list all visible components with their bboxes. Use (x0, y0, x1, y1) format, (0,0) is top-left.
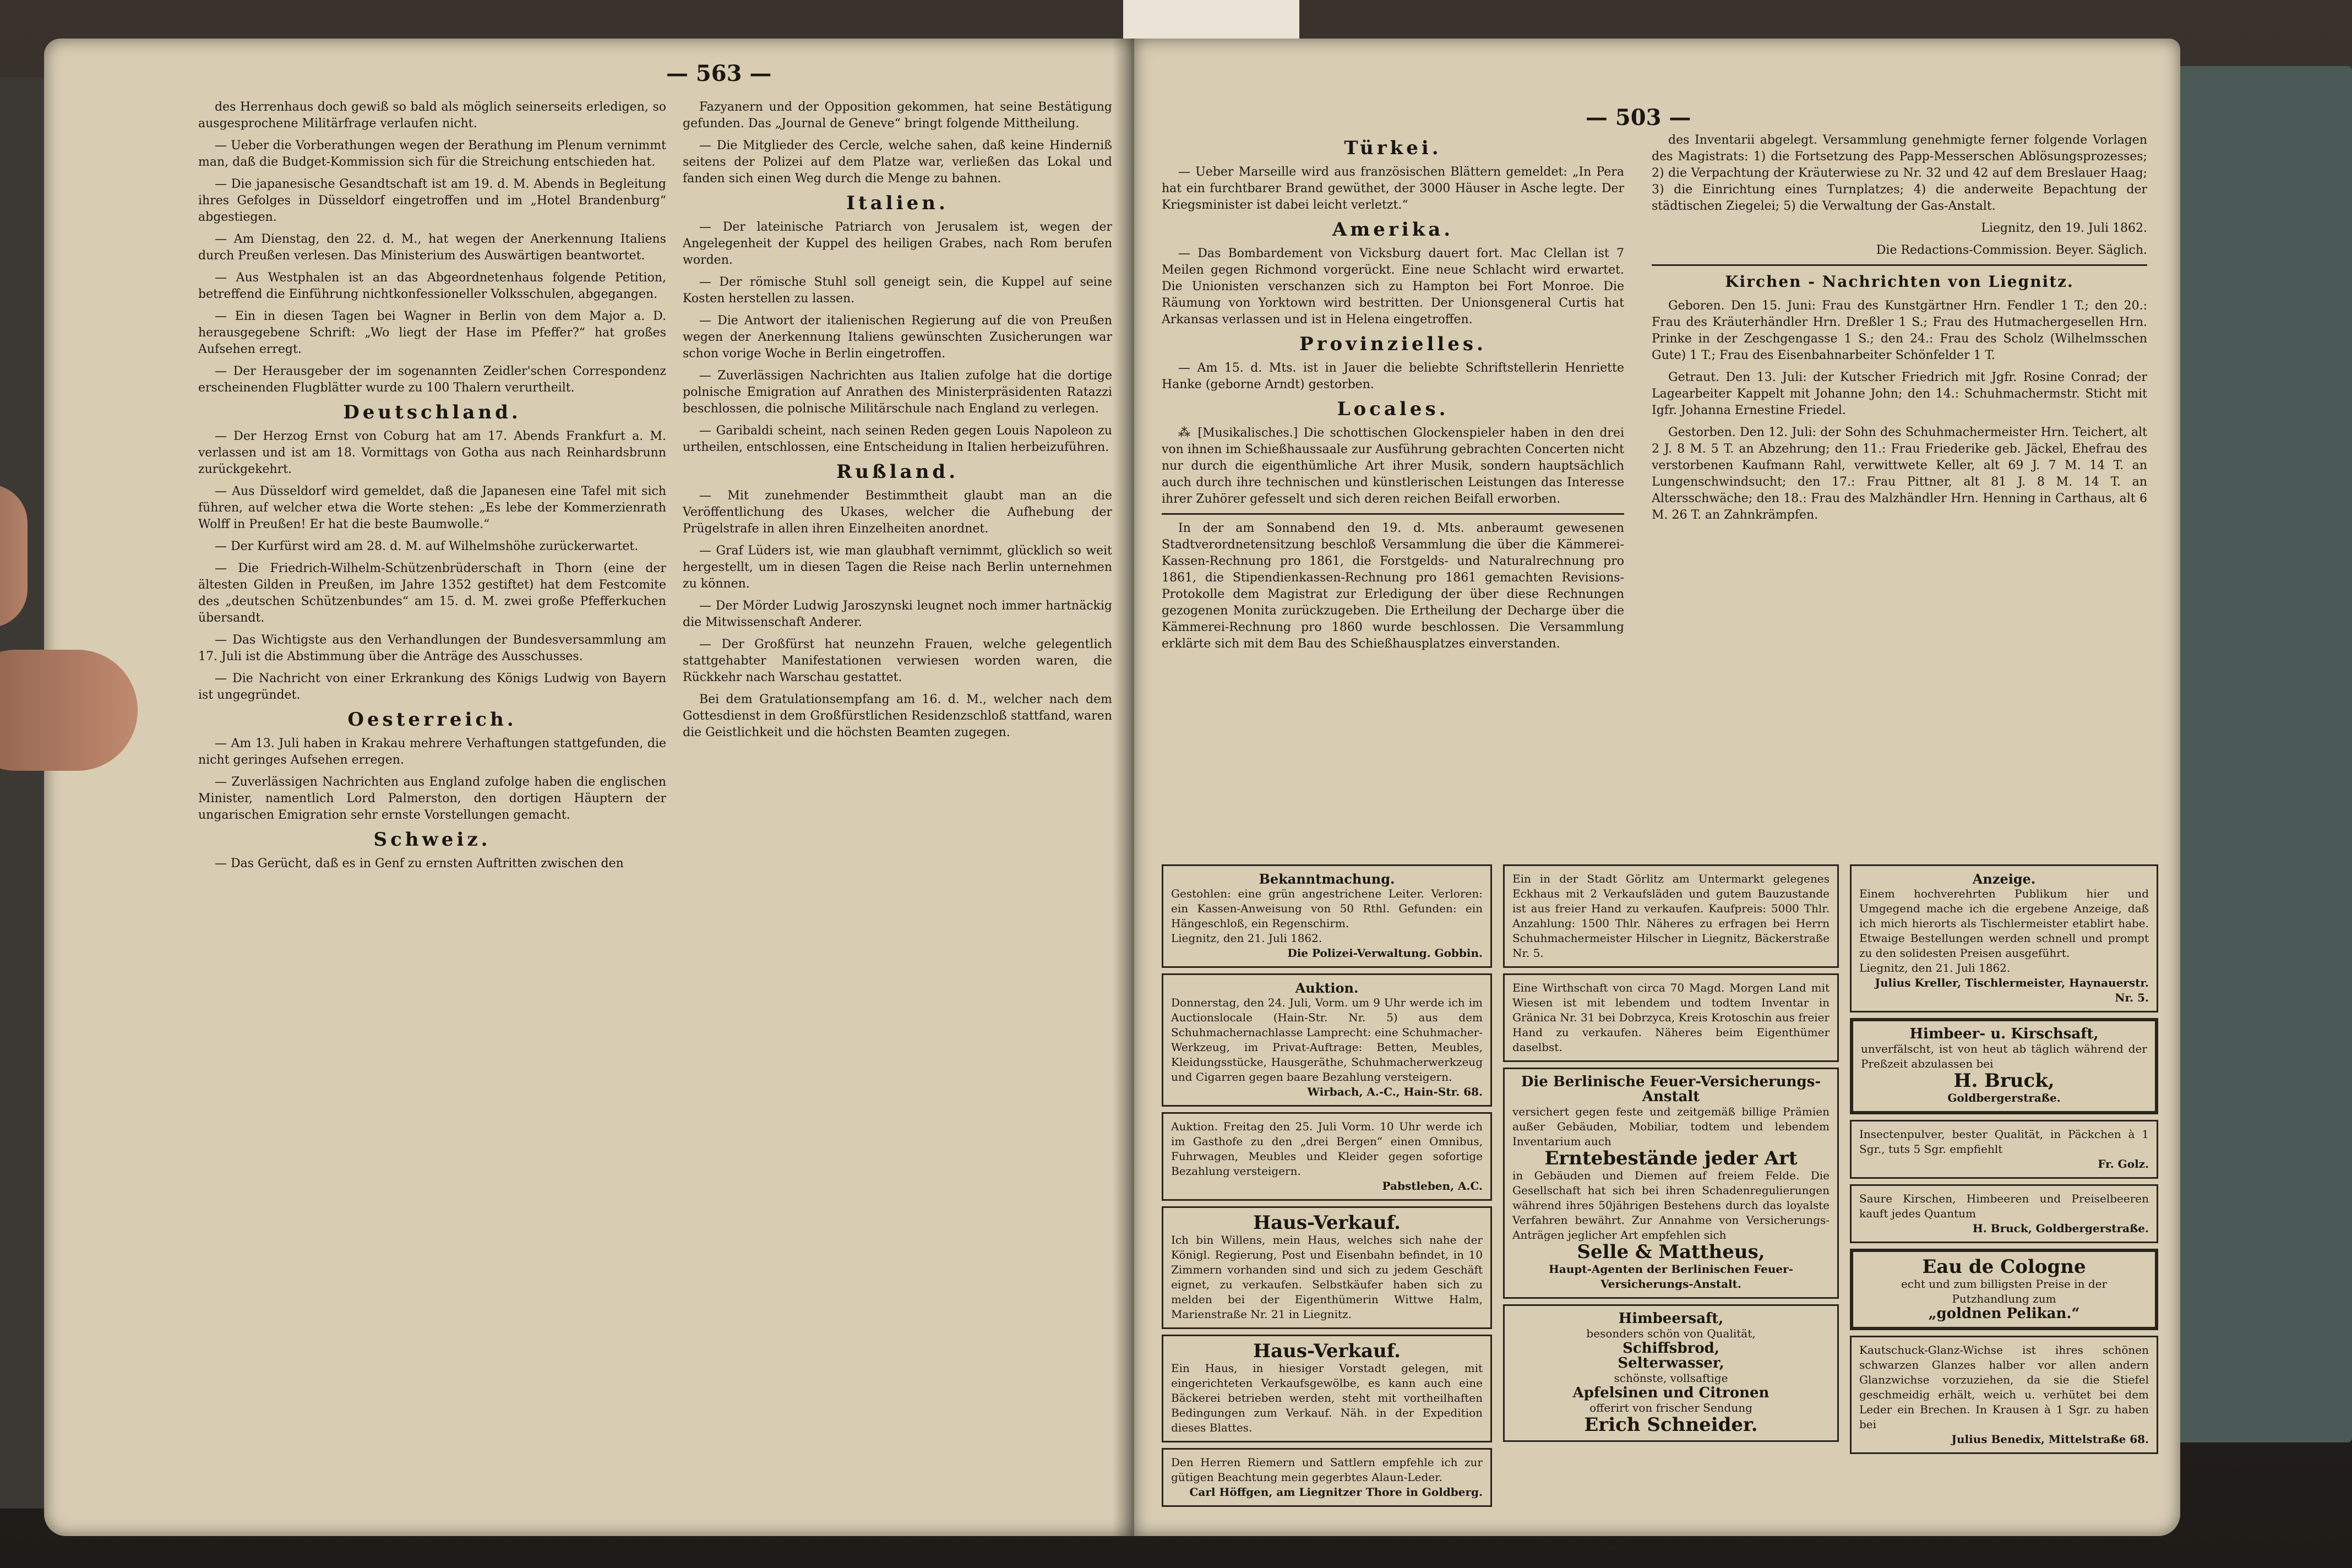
ad-signature: Julius Benedix, Mittelstraße 68. (1951, 1433, 2149, 1446)
ad-signature: Die Polizei-Verwaltung. Gobbin. (1287, 946, 1483, 960)
finger-thumb (0, 650, 138, 771)
ad-title: Haus-Verkauf. (1253, 1340, 1401, 1362)
article-paragraph: — Das Bombardement von Vicksburg dauert fort. Mac Clellan ist 7 Meilen gegen Richmond vorgerückt. Eine neue Schlacht wird erwartet. Die Unionisten verschanzen sich zu Hampton bei Fort Monroe. Die Räumung von Yorktown wird bestritten. Der Unionsgeneral Curtis hat Arkansas verlassen und ist in Helena eingetroffen. (1162, 247, 1624, 326)
ad-text: in Gebäuden und Diemen auf freiem Felde. Die Gesellschaft hat sich bei ihren Schadenregulierungen während ihres 50jährigen Bestehens durch das loyalste Verfahren bewährt. Zur Annahme von Versicherungs-Anträgen jeglicher Art empfehlen sich (1512, 1169, 1830, 1242)
ad-line: besonders schön von Qualität, (1586, 1327, 1756, 1340)
ad-title: Eau de Cologne (1922, 1256, 2086, 1278)
ad-text: Den Herren Riemern und Sattlern empfehle ich zur gütigen Beachtung mein gegerbtes Alaun-Leder. (1171, 1456, 1483, 1484)
ad-line: Selterwasser, (1618, 1355, 1724, 1371)
dateline: Liegnitz, den 19. Juli 1862. (1981, 221, 2147, 235)
section-heading: Italien. (846, 192, 949, 214)
article-paragraph: — Am 13. Juli haben in Krakau mehrere Verhaftungen stattgefunden, die nicht geringes Aufsehen erregen. (198, 737, 666, 767)
ad-highlight: Erntebestände jeder Art (1544, 1147, 1798, 1169)
ad-subtitle: Goldbergerstraße. (1947, 1091, 2061, 1104)
article-paragraph: — Die japanesische Gesandtschaft ist am 19. d. M. Abends in Begleitung ihres Gefolges in Düsseldorf eingetroffen und im „Hotel Brandenburg“ abgestiegen. (198, 177, 666, 224)
article-paragraph: Fazyanern und der Opposition gekommen, hat seine Bestätigung gefunden. Das „Journal de Geneve“ bringt folgende Mittheilung. (683, 100, 1112, 130)
ad-title: Himbeer- u. Kirschsaft, (1909, 1026, 2099, 1042)
section-heading: Rußland. (836, 461, 959, 483)
ad-text: Saure Kirschen, Himbeeren und Preiselbeeren kauft jedes Quantum (1859, 1192, 2149, 1220)
book-cover-right (2169, 66, 2352, 1442)
left-column-2 (683, 99, 1112, 747)
article-paragraph: — Am 15. d. Mts. ist in Jauer die beliebte Schriftstellerin Henriette Hanke (geborne Arndt) gestorben. (1162, 361, 1624, 391)
ad-wirthschaft (1503, 973, 1839, 1062)
ad-title: Bekanntmachung. (1259, 871, 1395, 887)
article-paragraph: — Der lateinische Patriarch von Jerusalem ist, wegen der Angelegenheit der Kuppel des heiligen Grabes, nach Rom berufen worden. (683, 220, 1112, 267)
ad-line: Schiffsbrod, (1623, 1340, 1719, 1357)
ad-text: Einem hochverehrten Publikum hier und Umgegend mache ich die ergebene Anzeige, daß ich mich hierorts als Tischlermeister etablirt habe. Etwaige Bestellungen werden schnell und prompt zu den solidesten Preisen ausgeführt. (1859, 887, 2149, 960)
article-paragraph: Getraut. Den 13. Juli: der Kutscher Friedrich mit Jgfr. Rosine Conrad; der Lagearbeiter Kappelt mit Johanne John; den 14.: Schuhmachermstr. Sticht mit Igfr. Johanna Ernestine Friedel. (1652, 371, 2147, 417)
divider (1162, 513, 1624, 515)
article-paragraph: — Zuverlässigen Nachrichten aus Italien zufolge hat die dortige polnische Emigration auf Anrathen des Ministerpräsidenten Ratazzi beschlossen, die polnische Militärschule nach England zu verlegen. (683, 369, 1112, 416)
ad-signature: H. Bruck, (1953, 1070, 2055, 1092)
ad-text: versichert gegen feste und zeitgemäß billige Prämien außer Gebäuden, Mobiliar, todtem und lebendem Inventarium auch (1512, 1105, 1830, 1148)
ad-line: schönste, vollsaftige (1614, 1371, 1728, 1385)
ad-glanzwichse (1850, 1336, 2158, 1454)
section-heading: Locales. (1337, 398, 1449, 420)
article-paragraph: — Am Dienstag, den 22. d. M., hat wegen der Anerkennung Italiens durch Preußen verlesen. Das Ministerium des Auswärtigen beantwortet. (198, 232, 666, 263)
article-paragraph: — Der römische Stuhl soll geneigt sein, die Kuppel auf seine Kosten herstellen zu lassen. (683, 275, 1112, 306)
ad-goerlitz-haus (1503, 864, 1839, 968)
ad-auktion-2 (1162, 1112, 1492, 1201)
ad-signature: Selle & Mattheus, (1577, 1241, 1765, 1263)
section-heading: Deutschland. (343, 401, 521, 423)
article-paragraph: des Herrenhaus doch gewiß so bald als möglich seinerseits erledigen, so ausgesprochene Militärfrage verlaufen nicht. (198, 100, 666, 130)
ad-text: Ich bin Willens, mein Haus, welches sich nahe der Königl. Regierung, Post und Eisenbahn befindet, in 10 Zimmern vorhanden sind und sich zu jedem Geschäft eignet, zu verkaufen. Selbstkäufer haben sich zu melden bei der Eigenthümerin Wittwe Halm, Marienstraße Nr. 21 in Liegnitz. (1171, 1233, 1483, 1321)
ad-hausverkauf-2 (1162, 1335, 1492, 1442)
ad-signature: Wirbach, A.-C., Hain-Str. 68. (1307, 1085, 1483, 1098)
ad-text: Ein in der Stadt Görlitz am Untermarkt gelegenes Eckhaus mit 2 Verkaufsläden und gutem Bauzustande ist aus freier Hand zu verkaufen. Kaufpreis: 5000 Thlr. Anzahlung: 1500 Thlr. Näheres zu erfragen bei Herrn Schuhmachermeister Hilscher in Liegnitz, Bäckerstraße Nr. 5. (1512, 872, 1830, 960)
ad-kirschsaft (1850, 1018, 2158, 1114)
ad-text: Insectenpulver, bester Qualität, in Päckchen à 1 Sgr., tuts 5 Sgr. empfiehlt (1859, 1128, 2149, 1156)
ad-title: Himbeersaft, (1618, 1310, 1724, 1327)
ad-text: Auktion. Freitag den 25. Juli Vorm. 10 Uhr werde ich im Gasthofe zu den „drei Bergen“ einen Omnibus, Fuhrwagen, Meubles und Kleider gegen sofortige Bezahlung versteigern. (1171, 1120, 1483, 1178)
article-paragraph: — Der Herausgeber der im sogenannten Zeidler'schen Correspondenz erscheinenden Flugblätter wurde zu 100 Thalern verurtheilt. (198, 364, 666, 395)
section-heading: Kirchen - Nachrichten von Liegnitz. (1725, 273, 2074, 291)
ad-himbeersaft (1503, 1304, 1839, 1442)
ad-title: Die Berlinische Feuer-Versicherungs-Anstalt (1521, 1074, 1821, 1105)
ad-anzeige (1850, 864, 2158, 1012)
article-paragraph: Gestorben. Den 12. Juli: der Sohn des Schuhmachermeister Hrn. Teichert, alt 2 J. 8 M. 5 T. an Abzehrung; den 11.: Frau Friederike geb. Jäckel, Ehefrau des verstorbenen Kaufmann Rahl, verwittwete Keller, alt 69 J. 7 M. 14 T. an Lungenschwindsucht; den 17.: Frau Pittner, alt 81 J. 8 M. 14 T. an Altersschwäche; den 18.: Frau des Malzhändler Hrn. Henning in Carthaus, alt 6 M. 26 T. an Zahnkrämpfen. (1652, 426, 2147, 522)
right-page (1134, 39, 2180, 1536)
article-paragraph: — Die Mitglieder des Cercle, welche sahen, daß keine Hinderniß seitens der Polizei auf dem Platze war, verließen das Lokal und fanden sich einen Weg durch die Menge zu bahnen. (683, 139, 1112, 186)
left-column-1 (198, 99, 666, 878)
article-paragraph: Geboren. Den 15. Juni: Frau des Kunstgärtner Hrn. Fendler 1 T.; den 20.: Frau des Kräuterhändler Hrn. Dreßler 1 S.; Frau des Hutmachergesellen Hrn. Prinke in der Zeschgengasse 1 S.; den 24.: Frau des Scholz (Wilhelmsschen Gute) 1 T.; Frau des Eisenbahnarbeiter Schönfelder 1 T. (1652, 299, 2147, 362)
article-paragraph: — Das Gerücht, daß es in Genf zu ernsten Auftritten zwischen den (215, 857, 624, 870)
finger-index (0, 484, 28, 628)
ad-signature: H. Bruck, Goldbergerstraße. (1972, 1222, 2149, 1235)
section-heading: Türkei. (1344, 137, 1442, 159)
signature: Die Redactions-Commission. Beyer. Säglich. (1876, 243, 2147, 257)
page-number: — 563 — (666, 61, 772, 86)
article-paragraph: — Graf Lüders ist, wie man glaubhaft vernimmt, glücklich so weit hergestellt, um in diesen Tagen die Reise nach Berlin unternehmen zu können. (683, 544, 1112, 591)
ad-line: offerirt von frischer Sendung (1589, 1401, 1752, 1414)
ad-kirschen (1850, 1184, 2158, 1243)
ad-riemern (1162, 1448, 1492, 1507)
article-paragraph: — Die Antwort der italienischen Regierung auf die von Preußen wegen der Anerkennung Italiens gewünschten Zusicherungen war schon vorige Woche in Berlin eingetroffen. (683, 314, 1112, 361)
divider (1652, 264, 2147, 266)
ad-text: echt und zum billigsten Preise in der Putzhandlung zum (1901, 1277, 2108, 1305)
ad-title: Anzeige. (1972, 871, 2036, 887)
ad-hausverkauf (1162, 1206, 1492, 1329)
article-paragraph: — Aus Westphalen ist an das Abgeordnetenhaus folgende Petition, betreffend die Einführung nichtkonfessioneller Volksschulen, abgegangen. (198, 271, 666, 301)
section-heading: Provinzielles. (1299, 333, 1487, 355)
ad-text: Eine Wirthschaft von circa 70 Magd. Morgen Land mit Wiesen ist mit lebendem und todtem Inventar in Gränica Nr. 31 bei Dobrzyca, Kreis Krotoschin aus freier Hand zu verkaufen. Näheres beim Eigenthümer daselbst. (1512, 981, 1830, 1054)
article-paragraph: — Der Kurfürst wird am 28. d. M. auf Wilhelmshöhe zurückerwartet. (215, 540, 639, 553)
section-heading: Oesterreich. (347, 709, 517, 731)
ad-title: Haus-Verkauf. (1253, 1212, 1401, 1234)
ad-place: Liegnitz, den 21. Juli 1862. (1859, 961, 2011, 974)
ad-insektenpulver (1850, 1120, 2158, 1179)
ad-auktion (1162, 973, 1492, 1107)
left-page (44, 39, 1134, 1536)
article-paragraph: — Der Mörder Ludwig Jaroszynski leugnet noch immer hartnäckig die Mitwissenschaft Anderer. (683, 599, 1112, 629)
ad-text: unverfälscht, ist von heut ab täglich während der Preßzeit abzulassen bei (1861, 1042, 2147, 1070)
article-paragraph: — Ein in diesen Tagen bei Wagner in Berlin von dem Major a. D. herausgegebene Schrift: „Wo liegt der Hase im Pfeffer?“ hat großes Aufsehen erregt. (198, 309, 666, 356)
ad-title: Auktion. (1295, 980, 1359, 996)
ad-text: Gestohlen: eine grün angestrichene Leiter. Verloren: ein Kassen-Anweisung von 50 Rthl. Gefunden: ein Hängeschloß, ein Regenschirm. (1171, 887, 1483, 930)
ad-feuerversicherung (1503, 1068, 1839, 1299)
article-paragraph: ⁂ [Musikalisches.] Die schottischen Glockenspieler haben in den drei von ihnen im Schießhaussaale zur Ausführung gebrachten Concerten nicht nur durch die eigenthümliche Art ihrer Musik, sondern hauptsächlich auch durch ihre technischen und künstlerischen Leistungen das Interesse ihrer Zuhörer gefesselt und sich deren reichen Beifall erworben. (1162, 426, 1624, 506)
article-paragraph: — Das Wichtigste aus den Verhandlungen der Bundesversammlung am 17. Juli ist die Abstimmung über die Anträge des Ausschusses. (198, 633, 666, 663)
ad-signature: Julius Kreller, Tischlermeister, Haynauerstr. Nr. 5. (1875, 976, 2149, 1004)
ad-bekanntmachung (1162, 864, 1492, 968)
ad-place: Liegnitz, den 21. Juli 1862. (1171, 932, 1322, 945)
ad-signature: Fr. Golz. (2098, 1157, 2149, 1170)
ad-text: Ein Haus, in hiesiger Vorstadt gelegen, mit eingerichteten Verkaufsgewölbe, es kann auch eine Bäckerei betrieben werden, steht mit vortheilhaften Bedingungen zum Verkauf. Näh. in der Expedition dieses Blattes. (1171, 1362, 1483, 1434)
article-paragraph: — Aus Düsseldorf wird gemeldet, daß die Japanesen eine Tafel mit sich führen, auf welcher etwa die Worte stehen: „Es lebe der Kommerzienrath Wolff in Preußen! Er hat die beste Baumwolle.“ (198, 484, 666, 531)
article-paragraph: — Mit zunehmender Bestimmtheit glaubt man an die Veröffentlichung des Ukases, welcher die Aufhebung der Prügelstrafe in allen ihren Einzelheiten anordnet. (683, 489, 1112, 536)
ads-column-1 (1162, 864, 1492, 1512)
ads-column-3 (1850, 864, 2158, 1460)
article-paragraph: des Inventarii abgelegt. Versammlung genehmigte ferner folgende Vorlagen des Magistrats: 1) die Fortsetzung des Papp-Messerschen Ablösungsprozesses; 2) die Verpachtung der Kräuterwiese zu Nr. 32 und 42 auf dem Breslauer Haag; 3) die Einrichtung eines Turnplatzes; 4) die anderweite Bepachtung der städtischen Ziegelei; 5) die Verwaltung der Gas-Anstalt. (1652, 133, 2147, 213)
ad-signature: „goldnen Pelikan.“ (1928, 1305, 2080, 1322)
ad-line: Apfelsinen und Citronen (1572, 1385, 1770, 1401)
article-paragraph: — Ueber die Vorberathungen wegen der Berathung im Plenum vernimmt man, daß die Budget-Kommission sich für die Streichung entschieden hat. (198, 139, 666, 169)
right-column-1 (1162, 132, 1624, 658)
article-paragraph: — Zuverlässigen Nachrichten aus England zufolge haben die englischen Minister, namentlich Lord Palmerston, den dortigen Häuptern der ungarischen Emigration sehr ernste Vorstellungen gemacht. (198, 775, 666, 822)
ad-text: Kautschuck-Glanz-Wichse ist ihres schönen schwarzen Glanzes halber vor allen andern Glanzwichse vorzuziehen, da sie die Stiefel geschmeidig erhält, weich u. verhütet bei dem Leder ein Brechen. In Krausen à 1 Sgr. zu haben bei (1859, 1343, 2149, 1431)
article-paragraph: — Der Herzog Ernst von Coburg hat am 17. Abends Frankfurt a. M. verlassen und ist am 18. Vormittags von Gotha aus nach Reinhardsbrunn zurückgekehrt. (198, 429, 666, 476)
ad-signature: Pabstleben, A.C. (1382, 1179, 1483, 1193)
page-number: — 503 — (1586, 105, 1691, 130)
article-paragraph: Bei dem Gratulationsempfang am 16. d. M., welcher nach dem Gottesdienst in dem Großfürstlichen Residenzschloß stattfand, waren die Geistlichkeit und die höchsten Beamten zugegen. (683, 693, 1112, 739)
ad-subtitle: Haupt-Agenten der Berlinischen Feuer-Versicherungs-Anstalt. (1548, 1262, 1793, 1291)
ad-signature: Carl Höffgen, am Liegnitzer Thore in Goldberg. (1189, 1485, 1483, 1499)
ad-eau-de-cologne (1850, 1249, 2158, 1330)
article-paragraph: — Garibaldi scheint, nach seinen Reden gegen Louis Napoleon zu urtheilen, entschlossen, eine Entscheidung in Italien herbeizuführen. (683, 424, 1112, 454)
section-heading: Amerika. (1332, 219, 1454, 241)
article-paragraph: — Der Großfürst hat neunzehn Frauen, welche gelegentlich stattgehabter Manifestationen verwiesen worden waren, die Rückkehr nach Warschau gestattet. (683, 638, 1112, 684)
ad-text: Donnerstag, den 24. Juli, Vorm. um 9 Uhr werde ich im Auctionslocale (Hain-Str. Nr. 5) aus dem Schuhmachernachlasse Lamprecht: eine Schuhmacher-Werkzeug, im Privat-Auftrage: Betten, Meubles, Kleidungsstücke, Hausgeräthe, Schuhmacherwerkzeug und Cigarren gegen baare Bezahlung versteigern. (1171, 996, 1483, 1084)
section-heading: Schweiz. (373, 829, 491, 851)
article-paragraph: — Die Friedrich-Wilhelm-Schützenbrüderschaft in Thorn (eine der ältesten Gilden in Preußen, im Jahre 1352 gestiftet) hat dem Festcomite des „deutschen Schützenbundes“ am 15. d. M. zwei große Pfefferkuchen übersandt. (198, 562, 666, 625)
ads-column-2 (1503, 864, 1839, 1447)
article-paragraph: — Die Nachricht von einer Erkrankung des Königs Ludwig von Bayern ist ungegründet. (198, 672, 666, 702)
article-paragraph: In der am Sonnabend den 19. d. Mts. anberaumt gewesenen Stadtverordnetensitzung beschloß Versammlung die über die Kämmerei-Kassen-Rechnung pro 1861, die Forstgelds- und Naturalrechnung pro 1861, die Stipendienkassen-Rechnung pro 1861 gemachten Revisions-Protokolle dem Magistrat zur Erledigung der über diese Rechnungen gezogenen Monita zurückzugeben. Die Ertheilung der Decharge über die Kämmerei-Rechnung pro 1860 wurde beschlossen. Die Versammlung erklärte sich mit dem Bau des Schießhausplatzes einverstanden. (1162, 521, 1624, 651)
article-paragraph: — Ueber Marseille wird aus französischen Blättern gemeldet: „In Pera hat ein furchtbarer Brand gewüthet, der 3000 Häuser in Asche legte. Der Kriegsminister ist dabei leicht verletzt.“ (1162, 165, 1624, 212)
ad-signature: Erich Schneider. (1584, 1414, 1758, 1436)
right-column-2 (1652, 132, 2147, 529)
